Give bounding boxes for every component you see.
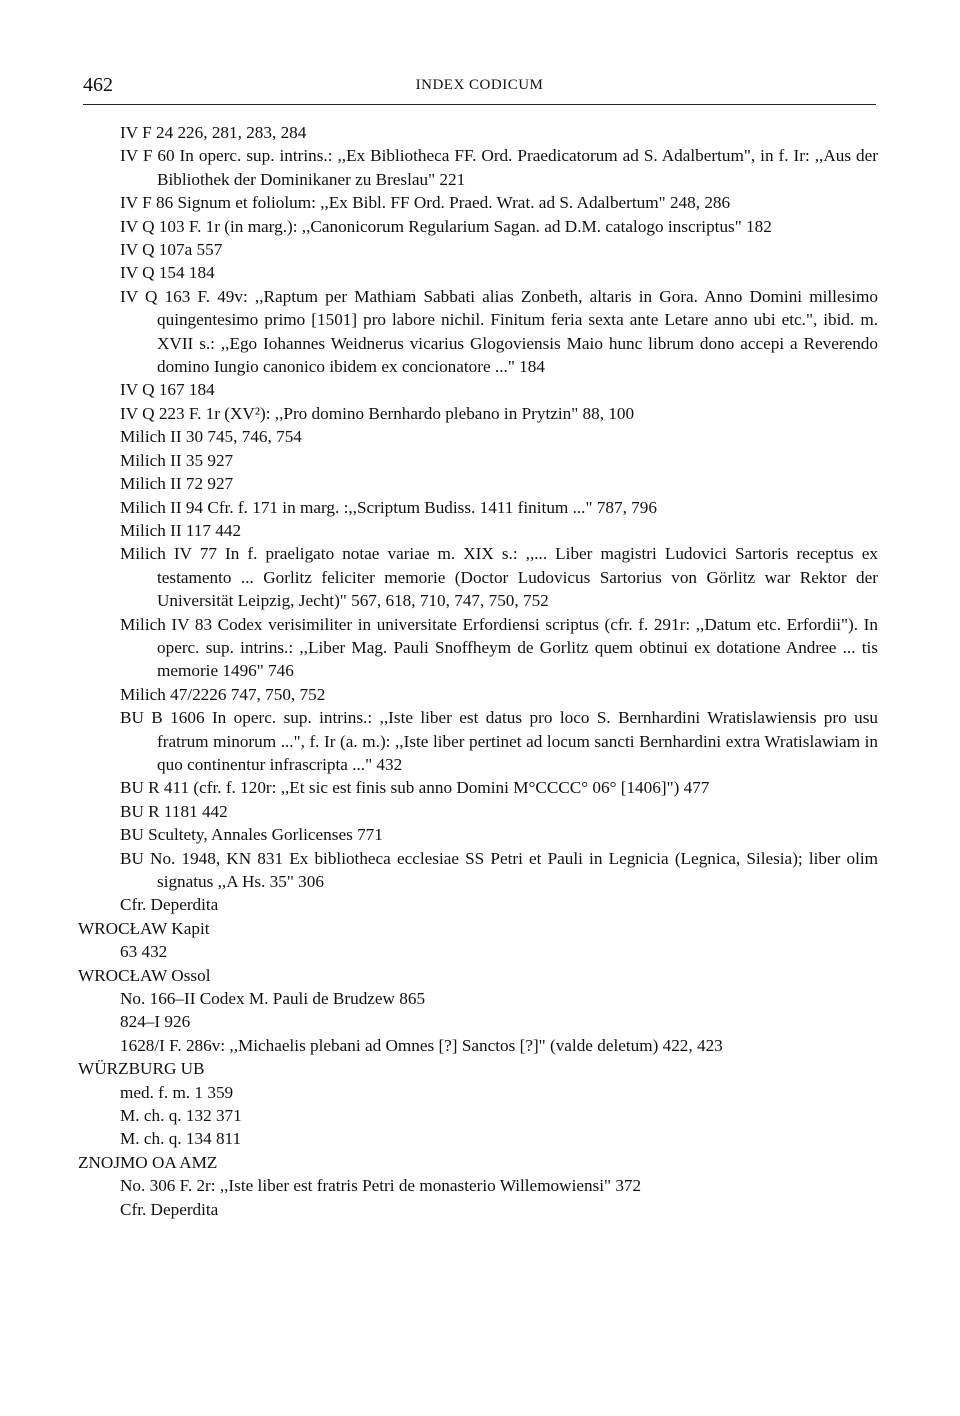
- index-entry: BU R 411 (cfr. f. 120r: ,,Et sic est finis sub anno Domini M°CCCC° 06° [1406]") 477: [120, 778, 710, 798]
- index-entry: 1628/I F. 286v: ,,Michaelis plebani ad Omnes [?] Sanctos [?]" (valde deletum) 422, 423: [120, 1035, 723, 1055]
- index-entry: BU B 1606 In operc. sup. intrins.: ,,Iste liber est datus pro loco S. Bernhardini Wratislawiensis pro usu fratrum minorum ...", f. Ir (a. m.): ,,Iste liber pertinet ad locum sancti Bernhardini extra Wratislawiam in quo continentur infrascripta ..." 432: [120, 708, 878, 774]
- index-entry: BU Scultety, Annales Gorlicenses 771: [120, 825, 383, 845]
- index-entry: Cfr. Deperdita: [120, 1199, 219, 1219]
- index-entry: IV Q 154 184: [120, 263, 215, 283]
- library-heading: WROCŁAW Kapit: [78, 918, 210, 938]
- page-number: 462: [83, 74, 113, 96]
- page-header: [83, 74, 876, 104]
- index-entry: M. ch. q. 132 371: [120, 1106, 242, 1126]
- index-entry: Milich II 94 Cfr. f. 171 in marg. :,,Scriptum Budiss. 1411 finitum ..." 787, 796: [120, 497, 657, 517]
- index-entry: Milich II 30 745, 746, 754: [120, 427, 302, 447]
- library-heading: ZNOJMO OA AMZ: [78, 1152, 218, 1172]
- library-heading: WROCŁAW Ossol: [78, 965, 211, 985]
- running-title: INDEX CODICUM: [415, 77, 544, 93]
- index-entry: IV F 60 In operc. sup. intrins.: ,,Ex Bibliotheca FF. Ord. Praedicatorum ad S. Adalbertum", in f. Ir: ,,Aus der Bibliothek der Dominikaner zu Breslau" 221: [120, 146, 878, 189]
- index-entry: IV Q 103 F. 1r (in marg.): ,,Canonicorum Regularium Sagan. ad D.M. catalogo inscriptus" 182: [120, 216, 772, 236]
- index-entry: No. 306 F. 2r: ,,Iste liber est fratris Petri de monasterio Willemowiensi" 372: [120, 1176, 642, 1196]
- index-entry: Milich II 35 927: [120, 450, 234, 470]
- index-entry: 824–I 926: [120, 1012, 191, 1032]
- index-entry: IV Q 167 184: [120, 380, 215, 400]
- header-rule: [83, 104, 876, 105]
- index-entry: No. 166–II Codex M. Pauli de Brudzew 865: [120, 989, 426, 1009]
- index-entry: IV Q 223 F. 1r (XV²): ,,Pro domino Bernhardo plebano in Prytzin" 88, 100: [120, 403, 635, 423]
- index-entry: med. f. m. 1 359: [120, 1082, 234, 1102]
- library-heading: WÜRZBURG UB: [78, 1059, 205, 1079]
- index-entry: M. ch. q. 134 811: [120, 1129, 242, 1149]
- index-entry: BU R 1181 442: [120, 801, 228, 821]
- index-body: [78, 121, 878, 1221]
- index-entry: IV F 86 Signum et foliolum: ,,Ex Bibl. FF Ord. Praed. Wrat. ad S. Adalbertum" 248, 286: [120, 193, 731, 213]
- index-entry: IV F 24 226, 281, 283, 284: [120, 123, 307, 142]
- index-entry: Milich IV 77 In f. praeligato notae variae m. XIX s.: ,,... Liber magistri Ludovici Sartoris receptus ex testamento ... Gorlitz feliciter memorie (Doctor Ludovicus Sartorius von Görlitz war Rektor der Universität Leipzig, Jecht)" 567, 618, 710, 747, 750, 752: [120, 544, 878, 611]
- index-entry: IV Q 163 F. 49v: ,,Raptum per Mathiam Sabbati alias Zonbeth, altaris in Gora. Anno Domini millesimo quingentesimo primo [1501] pro labore nichil. Finitum feria sexta ante Letare anno ubi etc.", ibid. m. XVII s.: ,,Ego Iohannes Weidnerus vicarius Glogoviensis Maio hunc librum dono accepi a Reverendo domino Iungio canonico ibidem ex concionatore ..." 184: [120, 286, 878, 377]
- index-entry: BU No. 1948, KN 831 Ex bibliotheca ecclesiae SS Petri et Pauli in Legnicia (Legnica, Silesia); liber olim signatus ,,A Hs. 35" 306: [120, 848, 878, 891]
- index-entry: Milich 47/2226 747, 750, 752: [120, 684, 326, 704]
- index-entry: Milich II 117 442: [120, 520, 242, 540]
- index-entry: Milich IV 83 Codex verisimiliter in universitate Erfordiensi scriptus (cfr. f. 291r: ,,Datum etc. Erfordii"). In operc. sup. intrins.: ,,Liber Mag. Pauli Snoffheym de Gorlitz quem obtinui ex dotatione Andree ... tis memorie 1496" 746: [120, 614, 878, 681]
- index-entry: Milich II 72 927: [120, 474, 234, 494]
- index-entry: IV Q 107a 557: [120, 240, 223, 260]
- index-entry: 63 432: [120, 942, 168, 962]
- index-entry: Cfr. Deperdita: [120, 895, 219, 915]
